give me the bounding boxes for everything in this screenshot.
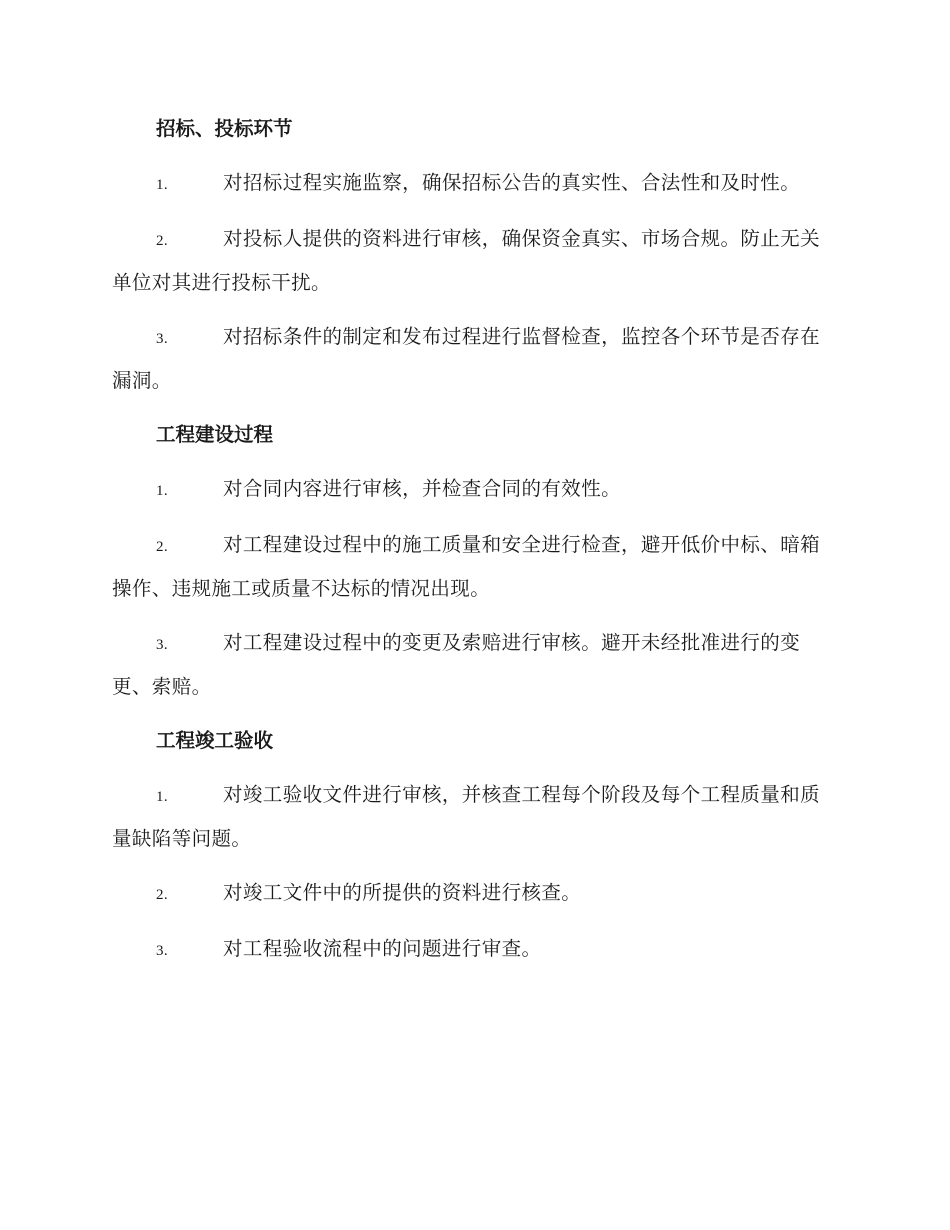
list-item	[112, 162, 836, 206]
item-number: 1.	[156, 483, 169, 499]
list-item	[112, 468, 836, 512]
item-number: 3.	[156, 943, 169, 959]
item-text: 对招标过程实施监察，确保招标公告的真实性、合法性和及时性。	[223, 171, 801, 194]
list-item	[112, 622, 836, 708]
section-construction	[112, 414, 836, 708]
section-acceptance	[112, 720, 836, 972]
list-item	[112, 928, 836, 972]
item-number: 3.	[156, 331, 169, 347]
item-number: 1.	[156, 789, 169, 805]
item-text: 对工程验收流程中的问题进行审查。	[223, 937, 542, 960]
item-text: 对竣工文件中的所提供的资料进行核查。	[223, 881, 582, 904]
section-heading: 工程建设过程	[156, 423, 274, 446]
item-text: 对工程建设过程中的施工质量和安全进行检查，避开低价中标、暗箱操作、违规施工或质量不达标的情况出现。	[112, 533, 821, 600]
list-item	[112, 316, 836, 402]
item-text: 对竣工验收文件进行审核，并核查工程每个阶段及每个工程质量和质量缺陷等问题。	[112, 783, 821, 850]
item-text: 对合同内容进行审核，并检查合同的有效性。	[223, 477, 622, 500]
section-heading: 工程竣工验收	[156, 729, 274, 752]
list-item	[112, 524, 836, 610]
list-item	[112, 774, 836, 860]
item-text: 对工程建设过程中的变更及索赔进行审核。避开未经批准进行的变更、索赔。	[112, 631, 801, 698]
item-number: 3.	[156, 637, 169, 653]
item-number: 2.	[156, 233, 169, 249]
item-number: 1.	[156, 177, 169, 193]
item-text: 对投标人提供的资料进行审核，确保资金真实、市场合规。防止无关单位对其进行投标干扰。	[112, 227, 821, 294]
list-item	[112, 218, 836, 304]
document-page	[112, 108, 836, 984]
section-tendering	[112, 108, 836, 402]
item-text: 对招标条件的制定和发布过程进行监督检查，监控各个环节是否存在漏洞。	[112, 325, 821, 392]
section-heading: 招标、投标环节	[156, 117, 293, 140]
item-number: 2.	[156, 539, 169, 555]
item-number: 2.	[156, 887, 169, 903]
list-item	[112, 872, 836, 916]
